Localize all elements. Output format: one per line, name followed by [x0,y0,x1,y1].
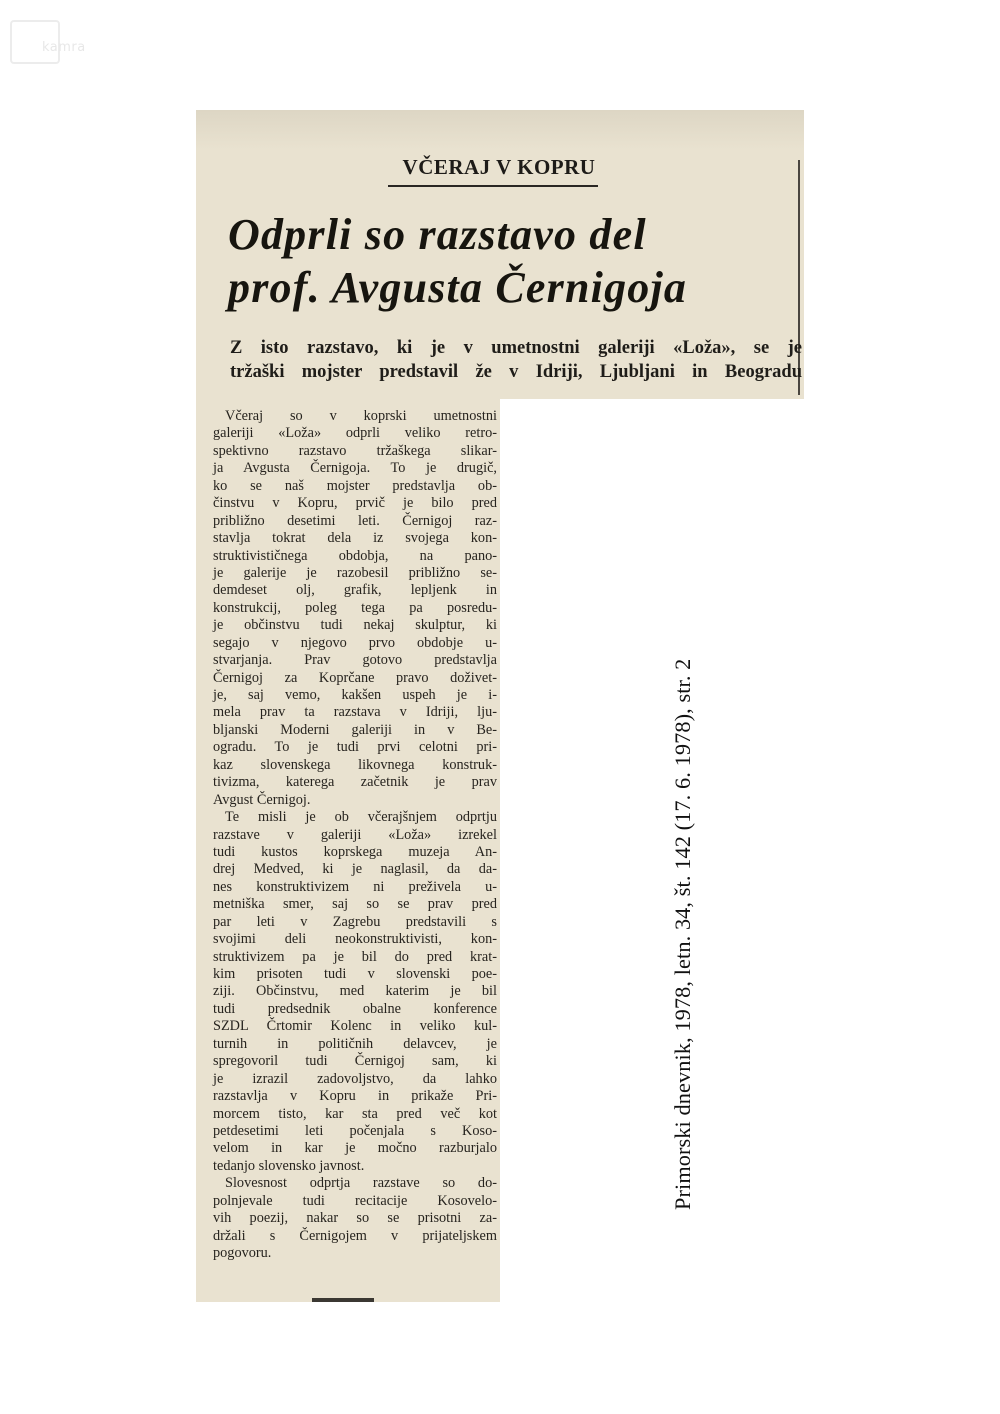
body-line: Avgust Černigoj. [213,791,311,808]
body-line: galeriji «Loža» odprli veliko retro- [213,425,497,442]
body-line: ja Avgusta Černigoja. To je drugič, [213,460,497,477]
body-line: polnjevale tudi recitacije Kosovelo- [213,1192,497,1209]
body-line: tudi kustos koprskega muzeja An- [213,843,497,860]
kicker-underline [388,185,598,187]
body-line: pogovoru. [213,1245,272,1261]
body-line: struktivizem pa je bil do pred krat- [213,948,497,965]
clipping-top-edge [196,110,804,150]
body-line: ziji. Občinstvu, med katerim je bil [213,983,497,1000]
body-line: činstvu v Kopru, prvič je bilo pred [213,495,497,512]
body-line: morcem tisto, kar sta pred več kot [213,1105,497,1122]
body-line: kim prisoten tudi v slovenski poe- [213,966,497,982]
body-line: ogradu. To je tudi prvi celotni pri- [213,739,497,756]
body-line: demdeset olj, grafik, lepljenk in [213,582,497,599]
body-line: stvarjanja. Prav gotovo predstavlja [213,652,497,669]
body-line: mela prav ta razstava v Idriji, lju- [213,704,497,721]
body-line: segajo v njegovo prvo obdobje u- [213,634,497,651]
body-line: tedanjo slovensko javnost. [213,1157,365,1174]
headline [228,208,788,314]
article-body [213,408,497,1262]
body-line: metniška smer, saj so se prav pred [213,896,497,913]
watermark-text: kamra [42,40,86,55]
body-line: tivizma, katerega začetnik je prav [213,774,497,791]
body-line: ko se naš mojster predstavlja ob- [213,477,497,494]
headline-line: Odprli so razstavo del [228,210,647,259]
body-line: Slovesnost odprtja razstave so do- [225,1175,497,1192]
body-line: približno desetimi leti. Černigoj raz- [213,512,497,529]
body-line: spregovoril tudi Černigoj sam, ki [213,1053,497,1070]
body-line: držali s Černigojem v prijateljskem [213,1227,497,1244]
body-line: Černigoj za Koprčane pravo doživet- [213,669,497,686]
deck-line: Z isto razstavo, ki je v umetnostni galeriji «Loža», se je [230,338,802,358]
body-line: stavlja tokrat dela iz svojega kon- [213,530,497,547]
body-line: vih poezij, nakar so se prisotni za- [213,1210,497,1227]
body-line: kaz slovenskega likovnega konstruk- [213,756,497,773]
kicker: VČERAJ V KOPRU [402,155,596,179]
body-line: svojimi deli neokonstruktivisti, kon- [213,931,497,948]
body-line: je galerije je razobesil približno se- [213,564,497,581]
body-line: nes konstruktivizem ni preživela u- [213,878,497,895]
kamra-watermark-logo [10,12,120,62]
body-line: drej Medved, ki je naglasil, da da- [213,861,497,878]
source-citation: Primorski dnevnik, 1978, letn. 34, št. 142 (17. 6. 1978), str. 2 [670,658,695,1210]
body-line: struktivističnega obdobja, na pano- [213,547,497,564]
deck-line: tržaški mojster predstavil že v Idriji, Ljubljani in Beogradu [230,362,802,382]
body-line: Včeraj so v koprski umetnostni [225,408,497,424]
body-line: razstave v galeriji «Loža» izrekel [213,826,497,843]
closing-rule [312,1298,374,1302]
body-line: je občinstvu tudi nekaj skulptur, ki [213,617,497,634]
deck [230,336,802,384]
body-line: spektivno razstavo tržaškega slikar- [213,442,497,459]
body-line: par leti v Zagrebu predstavili s [213,913,497,930]
body-line: turnih in političnih delavcev, je [213,1035,497,1052]
body-line: je izrazil zadovoljstvo, da lahko [213,1070,497,1087]
body-line: velom in kar je močno razburjalo [213,1140,497,1157]
body-line: je, saj vemo, kakšen uspeh je i- [213,687,497,703]
body-line: bljanski Moderni galeriji in v Be- [213,721,497,738]
headline-line: prof. Avgusta Černigoja [228,263,688,312]
body-line: Te misli je ob včerajšnjem odprtju [225,809,497,826]
body-line: tudi predsednik obalne konference [213,1000,497,1017]
body-line: SZDL Črtomir Kolenc in veliko kul- [213,1018,497,1035]
body-line: konstrukcij, poleg tega pa posredu- [213,599,497,616]
body-line: razstavlja v Kopru in prikaže Pri- [213,1088,497,1105]
body-line: petdesetimi leti počenjala s Koso- [213,1122,497,1139]
